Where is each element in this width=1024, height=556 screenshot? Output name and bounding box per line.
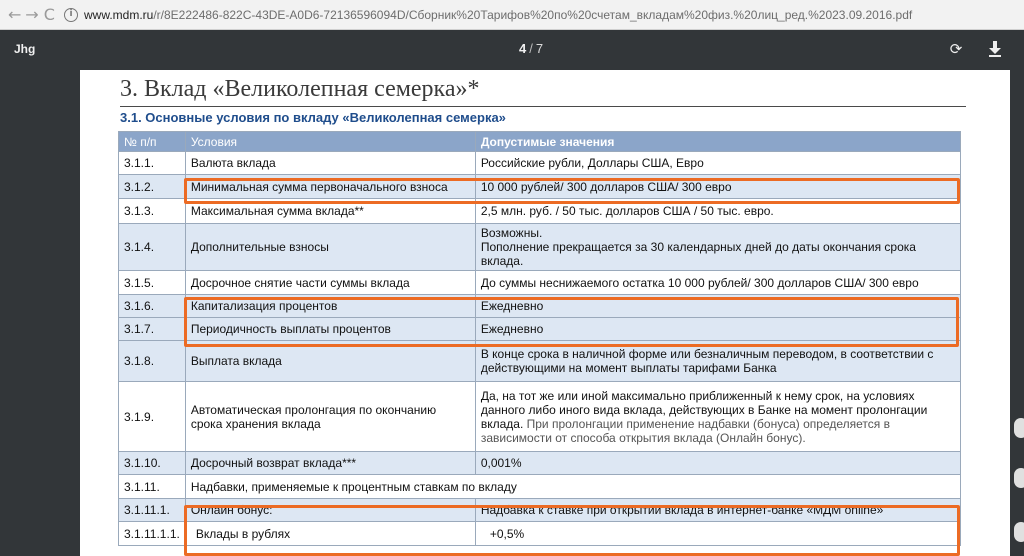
value-line: Возможны.: [480, 226, 543, 240]
row-condition: Капитализация процентов: [185, 295, 475, 318]
table-row: [119, 382, 961, 452]
row-value: Российские рубли, Доллары США, Евро: [475, 152, 960, 175]
table-row: [119, 295, 961, 318]
pdf-title: Jhg: [14, 42, 36, 56]
row-number: 3.1.6.: [119, 295, 186, 318]
table-row: [119, 522, 961, 546]
row-condition: Вклады в рублях: [185, 522, 475, 546]
rotate-icon[interactable]: ⟳: [949, 40, 963, 58]
back-arrow-icon[interactable]: ←: [7, 5, 22, 24]
row-condition: Онлайн бонус:: [185, 499, 475, 522]
row-condition: Дополнительные взносы: [185, 224, 475, 271]
scroll-handle[interactable]: [1014, 468, 1024, 488]
table-row: [119, 175, 961, 199]
value-note: При пролонгации применение надбавки (бонуса) определяется в зависимости от способа открытия вклада (Онлайн бонус).: [480, 416, 890, 445]
terms-table: [118, 131, 961, 546]
row-condition: Максимальная сумма вклада**: [185, 199, 475, 224]
table-row: [119, 318, 961, 341]
row-condition: Минимальная сумма первоначального взноса: [185, 175, 475, 199]
site-info-icon[interactable]: i: [64, 8, 78, 22]
row-condition: Валюта вклада: [185, 152, 475, 175]
row-number: 3.1.11.1.: [119, 499, 186, 522]
table-row: [119, 475, 961, 499]
url-path: /r/8E222486-822C-43DE-A0D6-72136596094D/Сборник%20Тарифов%20по%20счетам_вкладам%20физ.%20лиц_ред.%2023.09.2016.pdf: [153, 7, 913, 22]
table-row: [119, 341, 961, 382]
section-title: 3.1. Основные условия по вкладу «Великолепная семерка»: [120, 110, 506, 125]
table-row: [119, 452, 961, 475]
row-span-text: Надбавки, применяемые к процентным ставкам по вкладу: [185, 475, 960, 499]
column-header: № п/п: [119, 132, 186, 152]
total-pages: 7: [535, 41, 544, 56]
row-number: 3.1.4.: [119, 224, 186, 271]
browser-address-bar: [0, 0, 1024, 30]
row-number: 3.1.8.: [119, 341, 186, 382]
url-host: www.mdm.ru: [83, 7, 154, 22]
page-indicator: [519, 41, 543, 56]
download-icon[interactable]: [988, 40, 1002, 58]
row-value: [475, 382, 960, 452]
row-number: 3.1.1.: [119, 152, 186, 175]
row-condition: Автоматическая пролонгация по окончанию срока хранения вклада: [185, 382, 475, 452]
pdf-page: [80, 70, 1010, 556]
row-number: 3.1.7.: [119, 318, 186, 341]
table-row: [119, 271, 961, 295]
document-heading: 3. Вклад «Великолепная семерка»*: [120, 76, 480, 102]
row-number: 3.1.3.: [119, 199, 186, 224]
table-header-row: [119, 132, 961, 152]
row-value: До суммы неснижаемого остатка 10 000 рублей/ 300 долларов США/ 300 евро: [475, 271, 960, 295]
pdf-viewer-toolbar: [0, 30, 1024, 70]
row-value: Ежедневно: [475, 318, 960, 341]
row-number: 3.1.2.: [119, 175, 186, 199]
row-number: 3.1.10.: [119, 452, 186, 475]
row-number: 3.1.11.1.1.: [119, 522, 186, 546]
column-header: Допустимые значения: [475, 132, 960, 152]
row-value: [475, 224, 960, 271]
table-row: [119, 199, 961, 224]
forward-arrow-icon[interactable]: →: [25, 5, 39, 24]
scroll-handle[interactable]: [1014, 418, 1024, 438]
heading-rule: [120, 106, 966, 107]
row-number: 3.1.5.: [119, 271, 186, 295]
row-value: Надбавка к ставке при открытии вклада в интернет-банке «МДМ online»: [475, 499, 960, 522]
table-row: [119, 499, 961, 522]
row-condition: Досрочный возврат вклада***: [185, 452, 475, 475]
row-value: +0,5%: [475, 522, 960, 546]
column-header: Условия: [185, 132, 475, 152]
value-text: Да, на тот же или иной максимально приближенный к нему срок, на условиях данного либо иного вида вклада, действующих в Банке на момент пролонгации вклада.: [480, 388, 928, 431]
row-value: В конце срока в наличной форме или безналичным переводом, в соответствии с действующими на момент выплаты тарифами Банка: [475, 341, 960, 382]
row-condition: Выплата вклада: [185, 341, 475, 382]
scroll-handle[interactable]: [1014, 522, 1024, 542]
url-field[interactable]: [64, 4, 1024, 26]
row-number: 3.1.9.: [119, 382, 186, 452]
reload-icon[interactable]: C: [43, 5, 55, 24]
row-number: 3.1.11.: [119, 475, 186, 499]
row-value: Ежедневно: [475, 295, 960, 318]
table-row: [119, 224, 961, 271]
table-row: [119, 152, 961, 175]
row-condition: Периодичность выплаты процентов: [185, 318, 475, 341]
page-separator: /: [529, 41, 533, 56]
current-page[interactable]: 4: [519, 41, 527, 56]
row-condition: Досрочное снятие части суммы вклада: [185, 271, 475, 295]
row-value: 2,5 млн. руб. / 50 тыс. долларов США / 50 тыс. евро.: [475, 199, 960, 224]
row-value: 0,001%: [475, 452, 960, 475]
row-value: 10 000 рублей/ 300 долларов США/ 300 евро: [475, 175, 960, 199]
value-line: Пополнение прекращается за 30 календарных дней до даты окончания срока вклада.: [480, 240, 916, 268]
